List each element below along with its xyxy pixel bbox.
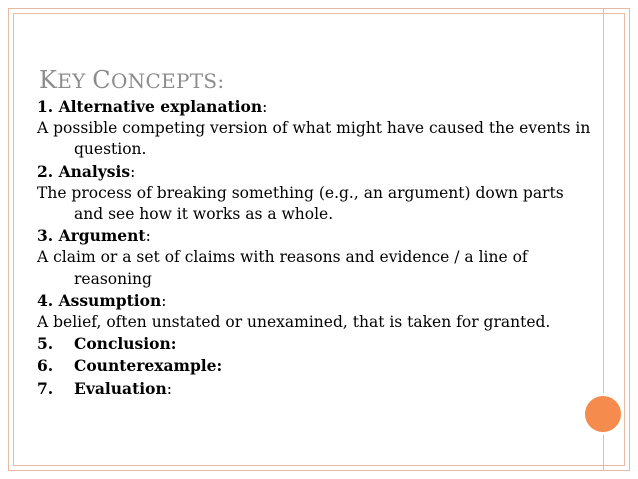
concept-definition: A claim or a set of claims with reasons and evidence / a line of reasoning <box>37 248 528 288</box>
term-suffix: : <box>145 227 151 246</box>
title-part: ONCEPTS: <box>110 69 225 93</box>
term-suffix: : <box>262 98 268 116</box>
concept-term-line <box>37 225 597 247</box>
title-part: C <box>92 66 111 94</box>
title-part: K <box>39 66 58 94</box>
concept-term: 1. Alternative explanation <box>37 97 263 116</box>
concept-term-line <box>37 290 597 312</box>
concept-term: 4. Assumption <box>37 290 162 310</box>
item-number: 6. <box>37 356 54 376</box>
term-suffix: : <box>130 162 136 181</box>
concept-term: Counterexample: <box>74 356 223 376</box>
concept-term: Conclusion: <box>74 334 177 354</box>
slide-title <box>39 66 224 95</box>
numbered-concept <box>37 333 597 355</box>
term-suffix: : <box>166 379 172 398</box>
item-number: 7. <box>37 378 54 398</box>
concept-term: 2. Analysis <box>37 161 131 181</box>
item-number: 5. <box>37 334 54 354</box>
concept-entry <box>37 290 597 333</box>
concept-term: Evaluation <box>74 378 167 398</box>
concept-term-line <box>37 96 597 118</box>
concept-term-line <box>37 161 597 183</box>
numbered-concept <box>37 378 597 400</box>
concept-entry <box>37 96 597 161</box>
concept-entry <box>37 225 597 290</box>
term-suffix: : <box>161 291 167 310</box>
concept-definition: A possible competing version of what might have caused the events in question. <box>37 119 591 159</box>
concept-definition: The process of breaking something (e.g., an argument) down parts and see how it works as a whole. <box>37 183 564 224</box>
title-part: EY <box>57 69 93 93</box>
concept-term: 3. Argument <box>37 226 146 246</box>
numbered-concept <box>37 355 597 377</box>
concept-entry <box>37 161 597 226</box>
concept-list <box>37 96 597 400</box>
concept-definition: A belief, often unstated or unexamined, that is taken for granted. <box>37 313 551 332</box>
